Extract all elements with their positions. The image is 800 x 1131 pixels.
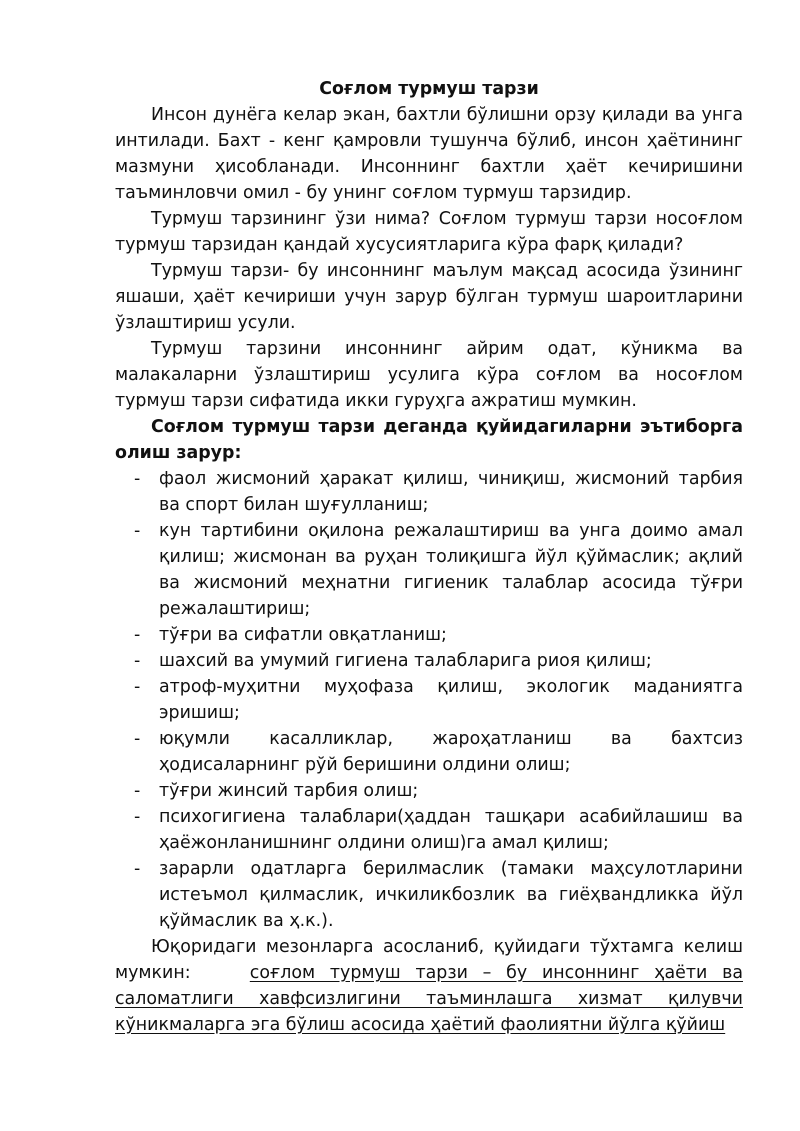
list-item-text: атроф-муҳитни муҳофаза қилиш, экологик маданиятга эришиш;: [159, 677, 743, 723]
list-item-text: кун тартибини оқилона режалаштириш ва унга доимо амал қилиш; жисмонан ва руҳан толиқишга йўл қўймаслик; ақлий ва жисмоний меҳнатни гигиеник талаблар асосида тўғри режалаштириш;: [159, 521, 743, 619]
bold-heading: Соғлом турмуш тарзи деганда қуйидагиларни эътиборга олиш зарур:: [115, 417, 743, 463]
list-item: [134, 856, 743, 934]
list-item-text: психогигиена талаблари(ҳаддан ташқари асабийлашиш ва ҳаёжонланишнинг олдини олиш)га амал қилиш;: [159, 807, 743, 853]
criteria-list: [115, 466, 743, 934]
list-item: [134, 778, 743, 804]
list-item-text: тўғри жинсий тарбия олиш;: [159, 781, 419, 801]
paragraph-question: Турмуш тарзининг ўзи нима? Соғлом турмуш тарзи носоғлом турмуш тарзидан қандай хусусиятларига кўра фарқ қилади?: [115, 209, 743, 255]
document-title: Соғлом турмуш тарзи: [319, 79, 539, 99]
paragraph-intro: Инсон дунёга келар экан, бахтли бўлишни орзу қилади ва унга интилади. Бахт - кенг қамровли тушунча бўлиб, инсон ҳаётининг мазмуни ҳисобланади. Инсоннинг бахтли ҳаёт кечиришини таъминловчи омил - бу унинг соғлом турмуш тарзидир.: [115, 105, 743, 203]
list-dash: -: [134, 651, 141, 671]
list-item: [134, 804, 743, 856]
list-item: [134, 466, 743, 518]
list-item: [134, 518, 743, 622]
list-dash: -: [134, 625, 141, 645]
paragraph-definition: Турмуш тарзи- бу инсоннинг маълум мақсад асосида ўзининг яшаши, ҳаёт кечириши учун зарур бўлган турмуш шароитларини ўзлаштириш усули.: [115, 261, 743, 333]
paragraph-classification: Турмуш тарзини инсоннинг айрим одат, кўникма ва малакаларни ўзлаштириш усулига кўра соғлом ва носоғлом турмуш тарзи сифатида икки гуруҳга ажратиш мумкин.: [115, 339, 743, 411]
list-dash: -: [134, 469, 141, 489]
conclusion-definition: соғлом турмуш тарзи – бу инсоннинг ҳаёти ва саломатлиги хавфсизлигини таъминлашга хизмат қилувчи кўникмаларга эга бўлиш асосида ҳаётий фаолиятни йўлга қўйиш: [115, 963, 743, 1035]
list-item: [134, 622, 743, 648]
list-item-text: шахсий ва умумий гигиена талабларига риоя қилиш;: [159, 651, 652, 671]
list-item-text: юқумли касалликлар, жароҳатланиш ва бахтсиз ҳодисаларнинг рўй беришини олдини олиш;: [159, 729, 743, 775]
paragraph-conclusion: [115, 934, 743, 1038]
list-item: [134, 726, 743, 778]
list-dash: -: [134, 859, 141, 879]
list-item-text: фаол жисмоний ҳаракат қилиш, чиниқиш, жисмоний тарбия ва спорт билан шуғулланиш;: [159, 469, 743, 515]
list-item-text: тўғри ва сифатли овқатланиш;: [159, 625, 447, 645]
document-body: [115, 76, 743, 1038]
list-item: [134, 648, 743, 674]
list-item-text: зарарли одатларга берилмаслик (тамаки маҳсулотларини истеъмол қилмаслик, ичкиликбозлик ва гиёҳвандликка йўл қўймаслик ва ҳ.к.).: [159, 859, 743, 931]
list-dash: -: [134, 781, 141, 801]
list-item: [134, 674, 743, 726]
list-dash: -: [134, 729, 141, 749]
list-dash: -: [134, 677, 141, 697]
list-dash: -: [134, 807, 141, 827]
conclusion-intro: Юқоридаги мезонларга асосланиб, қуйидаги тўхтамга келиш мумкин:: [115, 937, 743, 983]
list-dash: -: [134, 521, 141, 541]
